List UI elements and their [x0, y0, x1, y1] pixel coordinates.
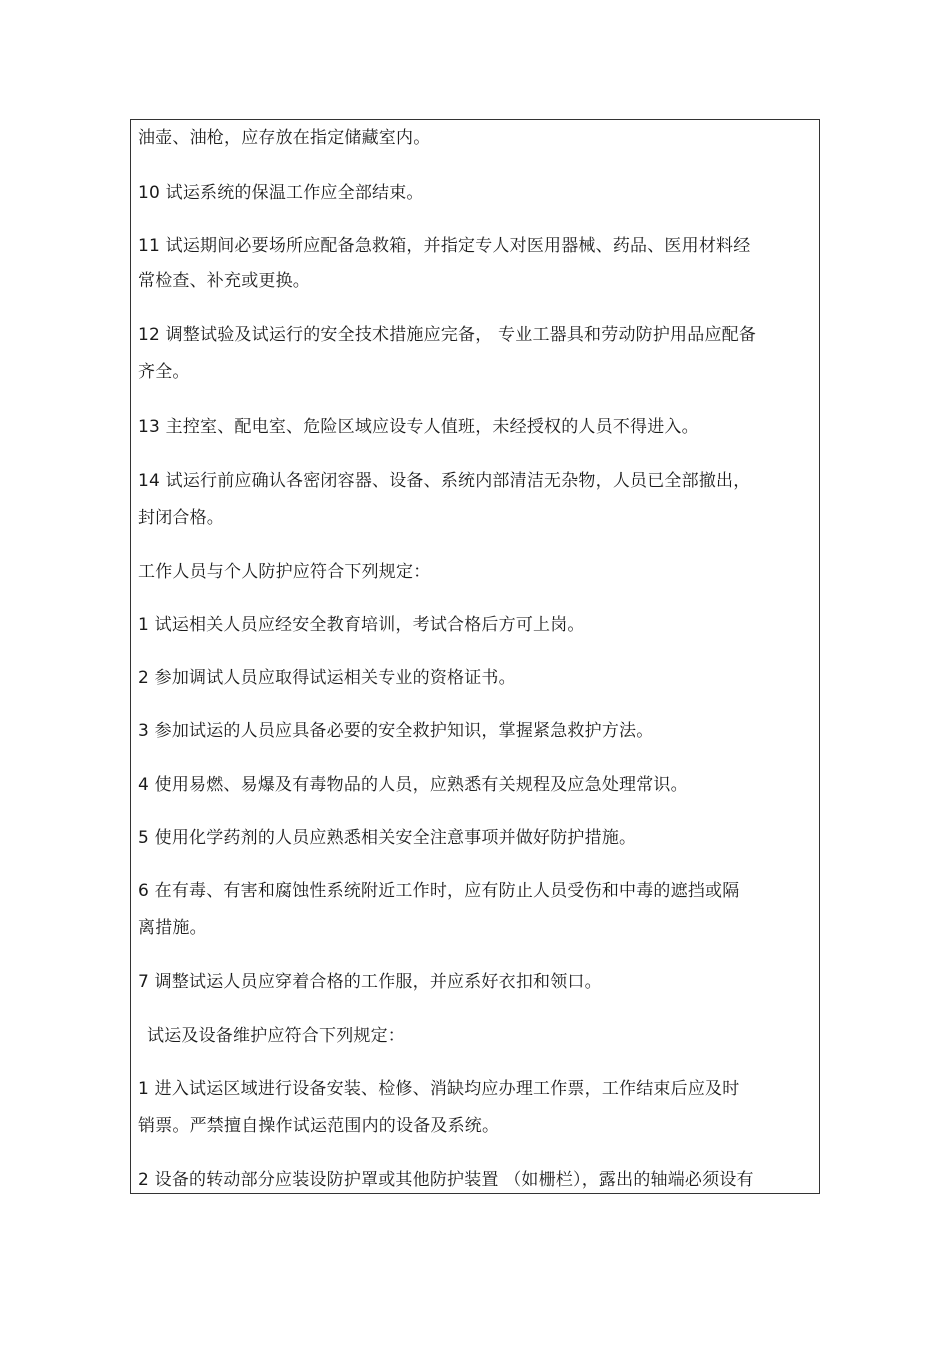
clause-11-cont: 常检查、补充或更换。	[138, 271, 310, 291]
maintenance-item-1: 1 进入试运区域进行设备安装、检修、消缺均应办理工作票，工作结束后应及时	[138, 1079, 740, 1099]
personnel-item-4: 4 使用易燃、易爆及有毒物品的人员，应熟悉有关规程及应急处理常识。	[138, 775, 688, 795]
personnel-item-3: 3 参加试运的人员应具备必要的安全救护知识，掌握紧急救护方法。	[138, 721, 654, 741]
maintenance-item-2: 2 设备的转动部分应装设防护罩或其他防护装置 （如栅栏），露出的轴端必须设有	[138, 1170, 754, 1190]
personnel-item-1: 1 试运相关人员应经安全教育培训，考试合格后方可上岗。	[138, 615, 585, 635]
clause-12-cont: 齐全。	[138, 362, 190, 382]
personnel-item-6: 6 在有毒、有害和腐蚀性系统附近工作时，应有防止人员受伤和中毒的遮挡或隔	[138, 881, 740, 901]
section-heading-maintenance: 试运及设备维护应符合下列规定：	[147, 1026, 405, 1046]
personnel-item-6-cont: 离措施。	[138, 918, 207, 938]
section-heading-personnel: 工作人员与个人防护应符合下列规定：	[138, 562, 431, 582]
clause-14: 14 试运行前应确认各密闭容器、设备、系统内部清洁无杂物，人员已全部撤出，	[138, 471, 751, 491]
text-line: 油壶、油枪，应存放在指定储藏室内。	[138, 128, 431, 148]
clause-11: 11 试运期间必要场所应配备急救箱，并指定专人对医用器械、药品、医用材料经	[138, 236, 751, 256]
clause-14-cont: 封闭合格。	[138, 508, 224, 528]
personnel-item-7: 7 调整试运人员应穿着合格的工作服，并应系好衣扣和领口。	[138, 972, 602, 992]
personnel-item-2: 2 参加调试人员应取得试运相关专业的资格证书。	[138, 668, 516, 688]
personnel-item-5: 5 使用化学药剂的人员应熟悉相关安全注意事项并做好防护措施。	[138, 828, 637, 848]
clause-13: 13 主控室、配电室、危险区域应设专人值班，未经授权的人员不得进入。	[138, 417, 699, 437]
maintenance-item-1-cont: 销票。严禁擅自操作试运范围内的设备及系统。	[138, 1116, 500, 1136]
clause-12: 12 调整试验及试运行的安全技术措施应完备， 专业工器具和劳动防护用品应配备	[138, 325, 757, 345]
clause-10: 10 试运系统的保温工作应全部结束。	[138, 183, 424, 203]
